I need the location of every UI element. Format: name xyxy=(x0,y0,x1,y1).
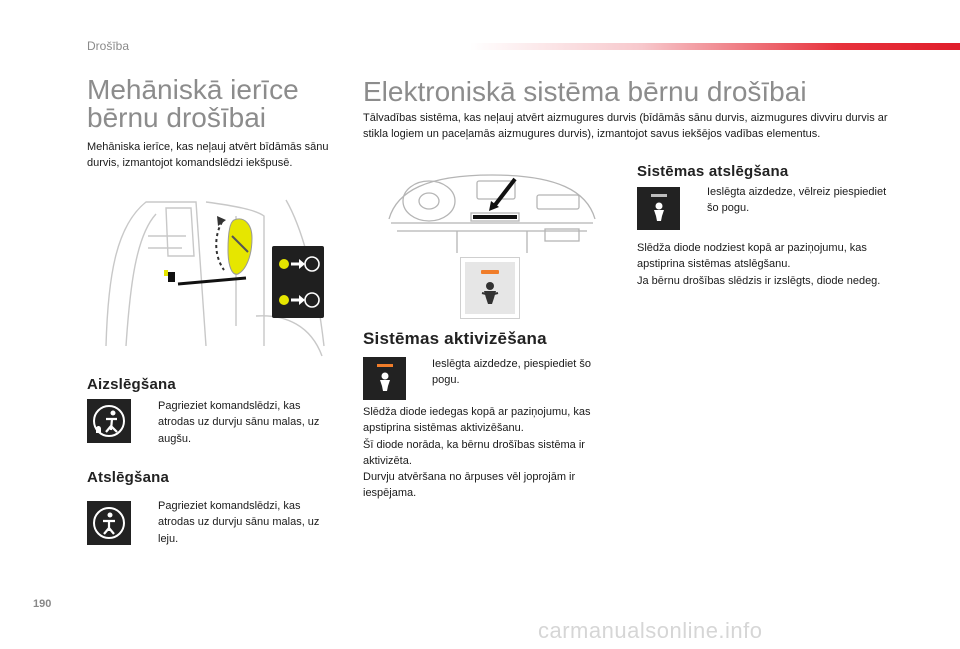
activation-notes xyxy=(363,404,623,502)
button-zoom-face xyxy=(465,262,515,314)
child-lock-unlocked-icon xyxy=(87,501,131,545)
deactivation-notes xyxy=(637,240,897,289)
button-zoom-figure xyxy=(460,257,520,319)
child-lock-button-icon xyxy=(479,280,501,306)
door-lock-figure xyxy=(86,196,332,358)
unlock-heading: Atslēgšana xyxy=(87,469,170,486)
dashboard-figure xyxy=(387,171,597,253)
deactivation-heading: Sistēmas atslēgšana xyxy=(637,163,789,180)
activation-note-2: Šī diode norāda, ka bērnu drošības sistēma ir aktivizēta. xyxy=(363,438,585,467)
left-title xyxy=(87,76,357,132)
unlock-text: Pagrieziet komandslēdzi, kas atrodas uz durvju sānu malas, uz leju. xyxy=(158,500,320,545)
activation-led xyxy=(377,364,393,367)
watermark: carmanualsonline.info xyxy=(538,618,763,643)
activation-step: Ieslēgta aizdedze, piespiediet šo pogu. xyxy=(432,358,591,387)
page-number: 190 xyxy=(33,598,52,610)
right-title: Elektroniskā sistēma bērnu drošībai xyxy=(363,76,807,107)
deactivation-note-2: Ja bērnu drošības slēdzis ir izslēgts, diode nedeg. xyxy=(637,274,881,287)
lock-text: Pagrieziet komandslēdzi, kas atrodas uz durvju sānu malas, uz augšu. xyxy=(158,400,320,445)
left-title-line2: bērnu drošībai xyxy=(87,102,267,133)
section-label: Drošība xyxy=(87,39,130,53)
door-lock-illustration xyxy=(86,196,332,358)
deactivation-led xyxy=(651,194,667,197)
right-intro: Tālvadības sistēma, kas neļauj atvērt aizmugures durvis (bīdāmās sānu durvis, aizmugures divviru durvis ar stikla logiem un paceļamās aizmugures durvis), izmantojot savus iekšējos vadības elementus. xyxy=(363,112,888,141)
header-accent-bar xyxy=(470,43,960,50)
activation-heading: Sistēmas aktivizēšana xyxy=(363,329,547,348)
activation-note-3: Durvju atvēršana no ārpuses vēl joprojām ir iespējama. xyxy=(363,471,576,500)
left-intro: Mehāniska ierīce, kas neļauj atvērt bīdāmās sānu durvis, izmantojot komandslēdzi iekšpusē. xyxy=(87,141,329,170)
left-title-line1: Mehāniskā ierīce xyxy=(87,74,299,105)
lock-heading: Aizslēgšana xyxy=(87,376,176,393)
deactivation-note-1: Slēdža diode nodziest kopā ar paziņojumu, kas apstiprina sistēmas atslēgšanu. xyxy=(637,242,867,271)
activation-button-icon xyxy=(363,357,406,400)
deactivation-button-icon xyxy=(637,187,680,230)
dashboard-illustration xyxy=(387,171,597,253)
activation-note-1: Slēdža diode iedegas kopā ar paziņojumu, kas apstiprina sistēmas aktivizēšanu. xyxy=(363,406,591,435)
child-lock-locked-icon xyxy=(87,399,131,443)
deactivation-step: Ieslēgta aizdedze, vēlreiz piespiediet šo pogu. xyxy=(707,186,887,215)
led-indicator xyxy=(481,270,499,274)
